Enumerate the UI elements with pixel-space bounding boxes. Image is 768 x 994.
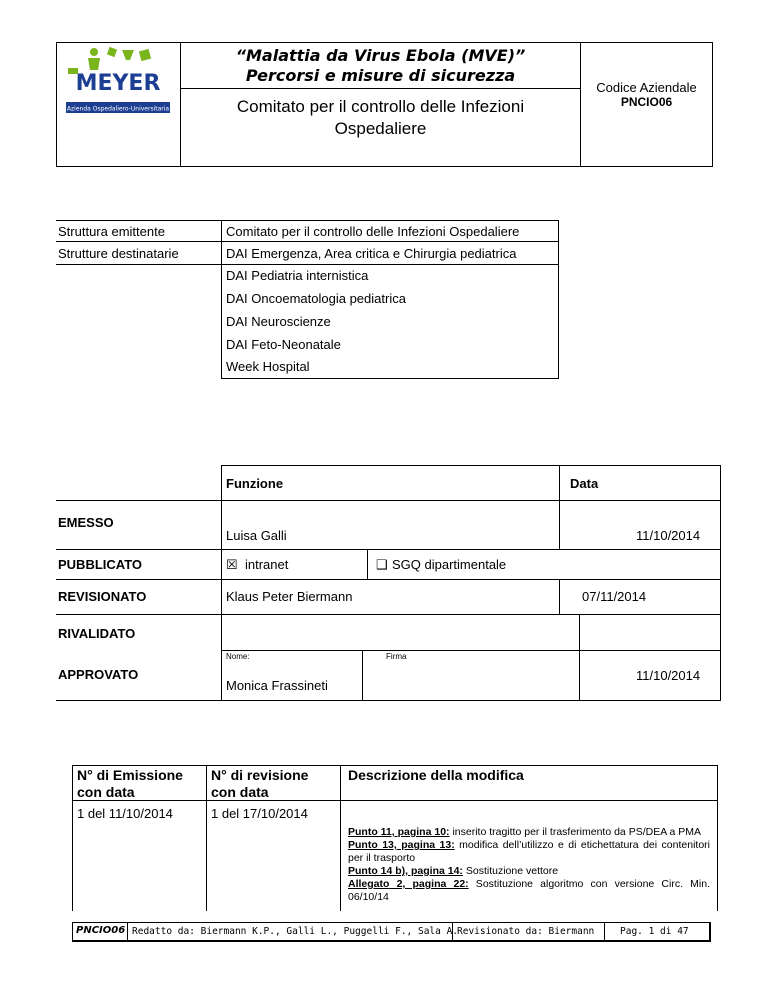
recipient-item: DAI Pediatria internistica (226, 268, 369, 283)
emitter-value: Comitato per il controllo delle Infezioni Ospedaliere (226, 224, 520, 239)
emesso-label: EMESSO (58, 515, 114, 530)
revisionato-date: 07/11/2014 (582, 589, 647, 604)
revisionato-name: Klaus Peter Biermann (226, 589, 353, 604)
col-emission-header: N° di Emissione con data (77, 767, 183, 800)
recipient-item: DAI Feto-Neonatale (226, 337, 341, 352)
change-description (348, 826, 710, 904)
emitter-label: Struttura emittente (58, 224, 165, 239)
firma-label: Firma (386, 652, 407, 661)
approvato-name: Monica Frassineti (226, 678, 328, 693)
recipients-label: Strutture destinatarie (58, 246, 179, 261)
committee-line2: Ospedaliere (334, 119, 427, 138)
intranet-label: intranet (245, 557, 289, 572)
footer-reviewer: Revisionato da: Biermann (457, 926, 595, 937)
pubblicato-label: PUBBLICATO (58, 557, 143, 572)
emesso-date: 11/10/2014 (636, 528, 701, 543)
svg-text:MEYER: MEYER (75, 71, 161, 96)
change-item: Punto 11, pagina 10: inserito tragitto per il trasferimento da PS/DEA a PMA (348, 826, 702, 838)
intranet-checkbox[interactable]: ☒ (226, 557, 238, 572)
revisionato-label: REVISIONATO (58, 589, 147, 604)
change-item: Punto 13, pagina 13: modifica dell’utilizzo e di etichettatura dei contenitori per il trasporto (348, 839, 711, 864)
rivalidato-label: RIVALIDATO (58, 626, 136, 641)
col-date-header: Data (570, 476, 599, 491)
recipient-item: DAI Emergenza, Area critica e Chirurgia pediatrica (226, 246, 517, 261)
recipient-item: Week Hospital (226, 359, 310, 374)
approvato-label: APPROVATO (58, 667, 139, 682)
committee-line1: Comitato per il controllo delle Infezioni (236, 97, 525, 116)
col-function-header: Funzione (226, 476, 284, 491)
emesso-name: Luisa Galli (226, 528, 287, 543)
revision-value: 1 del 17/10/2014 (211, 806, 308, 821)
page-number: Pag. 1 di 47 (620, 926, 689, 937)
change-item: Punto 14 b), pagina 14: Sostituzione vettore (348, 865, 559, 877)
svg-text:Azienda Ospedaliero-Universita: Azienda Ospedaliero-Universitaria (66, 105, 170, 113)
change-item: Allegato 2, pagina 22: Sostituzione algoritmo con versione Circ. Min. 06/10/14 (348, 878, 710, 903)
col-description-header: Descrizione della modifica (348, 767, 524, 783)
meyer-logo (64, 46, 172, 116)
sgq-checkbox[interactable]: ❑ (376, 557, 388, 572)
sgq-label: SGQ dipartimentale (392, 557, 507, 572)
emission-value: 1 del 11/10/2014 (77, 806, 173, 821)
document-title-line2: Percorsi e misure di sicurezza (245, 66, 516, 85)
document-title-line1: “Malattia da Virus Ebola (MVE)” (235, 46, 526, 65)
footer-code: PNCIO06 (76, 925, 126, 936)
code-label: Codice Aziendale (596, 80, 697, 95)
recipient-item: DAI Neuroscienze (226, 314, 331, 329)
nome-label: Nome: (226, 652, 250, 661)
col-revision-header: N° di revisione con data (211, 767, 309, 800)
approvato-date: 11/10/2014 (636, 668, 701, 683)
recipient-item: DAI Oncoematologia pediatrica (226, 291, 406, 306)
code-value: PNCIO06 (620, 95, 673, 109)
footer-authors: Redatto da: Biermann K.P., Galli L., Puggelli F., Sala A. (132, 926, 459, 937)
